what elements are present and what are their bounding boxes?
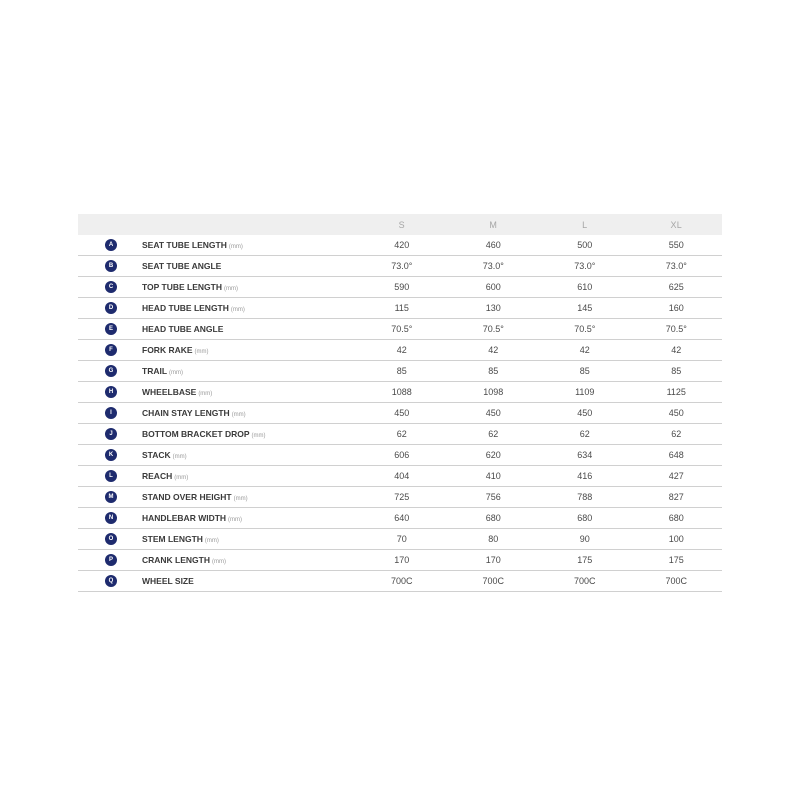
- table-row: [78, 298, 722, 319]
- value-cell-l: 634: [539, 445, 631, 466]
- value-cell-m: 756: [448, 487, 540, 508]
- measurement-label: REACH: [142, 471, 173, 481]
- measurement-letter-badge: E: [105, 323, 117, 335]
- value-cell-m: 42: [448, 340, 540, 361]
- header-row: [78, 214, 722, 235]
- measurement-unit: (mm): [172, 454, 187, 460]
- size-header-xl: XL: [670, 219, 683, 230]
- value-cell-m: 62: [448, 424, 540, 445]
- table-row: [78, 340, 722, 361]
- geometry-table: [78, 214, 722, 592]
- measurement-label: FORK RAKE: [142, 345, 193, 355]
- value-cell-xl: 160: [631, 298, 723, 319]
- measurement-label: CHAIN STAY LENGTH: [142, 408, 230, 418]
- measurement-label: SEAT TUBE LENGTH: [142, 240, 227, 250]
- value-cell-xl: 70.5°: [631, 319, 723, 340]
- table-row: [78, 277, 722, 298]
- measurement-letter-badge: L: [105, 470, 117, 482]
- table-row: [78, 529, 722, 550]
- value-cell-s: 1088: [356, 382, 448, 403]
- value-cell-m: 600: [448, 277, 540, 298]
- measurement-label-cell: [142, 529, 356, 550]
- measurement-label-cell: [142, 298, 356, 319]
- value-cell-xl: 62: [631, 424, 723, 445]
- value-cell-l: 90: [539, 529, 631, 550]
- value-cell-xl: 100: [631, 529, 723, 550]
- row-badge-cell: [78, 319, 142, 340]
- table-row: [78, 319, 722, 340]
- measurement-unit: (mm): [212, 559, 226, 565]
- table-row: [78, 508, 722, 529]
- table-row: [78, 403, 722, 424]
- measurement-label: STACK: [142, 450, 171, 460]
- value-cell-xl: 700C: [631, 571, 723, 592]
- row-badge-cell: [78, 487, 142, 508]
- measurement-label-cell: [142, 550, 356, 571]
- value-cell-s: 70: [356, 529, 448, 550]
- measurement-unit: (mm): [228, 517, 243, 523]
- table-row: [78, 487, 722, 508]
- value-cell-s: 85: [356, 361, 448, 382]
- measurement-unit: (mm): [204, 538, 219, 544]
- value-cell-xl: 827: [631, 487, 723, 508]
- measurement-unit: (mm): [194, 349, 209, 355]
- value-cell-m: 73.0°: [448, 256, 540, 277]
- measurement-label: BOTTOM BRACKET DROP: [142, 429, 250, 439]
- value-cell-s: 420: [356, 235, 448, 256]
- measurement-label: CRANK LENGTH: [142, 555, 210, 565]
- value-cell-m: 170: [448, 550, 540, 571]
- row-badge-cell: [78, 466, 142, 487]
- value-cell-xl: 73.0°: [631, 256, 723, 277]
- table-row: [78, 424, 722, 445]
- measurement-label-cell: [142, 571, 356, 592]
- measurement-label: HANDLEBAR WIDTH: [142, 513, 227, 523]
- row-badge-cell: [78, 340, 142, 361]
- value-cell-xl: 85: [631, 361, 723, 382]
- measurement-label-cell: [142, 340, 356, 361]
- row-badge-cell: [78, 256, 142, 277]
- row-badge-cell: [78, 298, 142, 319]
- size-header-l: L: [582, 219, 588, 230]
- value-cell-xl: 42: [631, 340, 723, 361]
- measurement-label: STEM LENGTH: [142, 534, 203, 544]
- measurement-unit: (mm): [228, 244, 243, 250]
- table-row: [78, 361, 722, 382]
- value-cell-l: 788: [539, 487, 631, 508]
- value-cell-xl: 175: [631, 550, 723, 571]
- value-cell-l: 42: [539, 340, 631, 361]
- value-cell-s: 590: [356, 277, 448, 298]
- measurement-label-cell: [142, 466, 356, 487]
- measurement-letter-badge: O: [105, 533, 117, 545]
- table-row: [78, 382, 722, 403]
- value-cell-s: 62: [356, 424, 448, 445]
- measurement-unit: (mm): [251, 433, 266, 439]
- value-cell-xl: 550: [631, 235, 723, 256]
- row-badge-cell: [78, 445, 142, 466]
- measurement-label-cell: [142, 424, 356, 445]
- value-cell-xl: 1125: [631, 382, 723, 403]
- measurement-label: WHEEL SIZE: [142, 576, 194, 586]
- measurement-letter-badge: F: [105, 344, 117, 356]
- measurement-letter-badge: C: [105, 281, 117, 293]
- measurement-label-cell: [142, 361, 356, 382]
- row-badge-cell: [78, 235, 142, 256]
- row-badge-cell: [78, 403, 142, 424]
- measurement-label-cell: [142, 445, 356, 466]
- measurement-unit: (mm): [233, 496, 248, 502]
- measurement-letter-badge: H: [105, 386, 117, 398]
- value-cell-l: 1109: [539, 382, 631, 403]
- measurement-letter-badge: Q: [105, 575, 117, 587]
- value-cell-m: 460: [448, 235, 540, 256]
- table-row: [78, 445, 722, 466]
- measurement-unit: (mm): [231, 412, 246, 418]
- value-cell-s: 70.5°: [356, 319, 448, 340]
- value-cell-m: 80: [448, 529, 540, 550]
- measurement-letter-badge: D: [105, 302, 117, 314]
- value-cell-s: 640: [356, 508, 448, 529]
- row-badge-cell: [78, 277, 142, 298]
- measurement-label-cell: [142, 508, 356, 529]
- value-cell-m: 620: [448, 445, 540, 466]
- table-row: [78, 571, 722, 592]
- value-cell-xl: 450: [631, 403, 723, 424]
- measurement-label-cell: [142, 319, 356, 340]
- row-badge-cell: [78, 550, 142, 571]
- measurement-unit: (mm): [174, 475, 189, 481]
- value-cell-m: 85: [448, 361, 540, 382]
- value-cell-l: 680: [539, 508, 631, 529]
- measurement-label: SEAT TUBE ANGLE: [142, 261, 222, 271]
- value-cell-xl: 625: [631, 277, 723, 298]
- table-row: [78, 550, 722, 571]
- header-label-cell: [142, 214, 356, 235]
- value-cell-l: 145: [539, 298, 631, 319]
- value-cell-m: 680: [448, 508, 540, 529]
- value-cell-s: 170: [356, 550, 448, 571]
- value-cell-l: 62: [539, 424, 631, 445]
- value-cell-s: 450: [356, 403, 448, 424]
- value-cell-l: 175: [539, 550, 631, 571]
- measurement-letter-badge: B: [105, 260, 117, 272]
- measurement-letter-badge: J: [105, 428, 117, 440]
- measurement-label: TRAIL: [142, 366, 168, 376]
- value-cell-xl: 680: [631, 508, 723, 529]
- value-cell-m: 450: [448, 403, 540, 424]
- measurement-label-cell: [142, 235, 356, 256]
- measurement-letter-badge: G: [105, 365, 117, 377]
- size-header-s: S: [398, 219, 405, 230]
- table-row: [78, 256, 722, 277]
- value-cell-l: 700C: [539, 571, 631, 592]
- row-badge-cell: [78, 529, 142, 550]
- value-cell-l: 70.5°: [539, 319, 631, 340]
- measurement-letter-badge: A: [105, 239, 117, 251]
- measurement-unit: (mm): [223, 286, 238, 292]
- table-row: [78, 235, 722, 256]
- size-header-m: M: [489, 219, 498, 230]
- geometry-table-header: [78, 214, 722, 235]
- value-cell-s: 606: [356, 445, 448, 466]
- row-badge-cell: [78, 382, 142, 403]
- measurement-label: WHEELBASE: [142, 387, 197, 397]
- value-cell-m: 700C: [448, 571, 540, 592]
- value-cell-l: 85: [539, 361, 631, 382]
- measurement-letter-badge: P: [105, 554, 117, 566]
- measurement-unit: (mm): [230, 307, 245, 313]
- value-cell-m: 1098: [448, 382, 540, 403]
- value-cell-xl: 648: [631, 445, 723, 466]
- value-cell-s: 725: [356, 487, 448, 508]
- row-badge-cell: [78, 508, 142, 529]
- measurement-label-cell: [142, 382, 356, 403]
- measurement-letter-badge: M: [105, 491, 117, 503]
- table-row: [78, 466, 722, 487]
- value-cell-xl: 427: [631, 466, 723, 487]
- geometry-table-body: [78, 235, 722, 592]
- measurement-unit: (mm): [169, 370, 184, 376]
- measurement-label: HEAD TUBE ANGLE: [142, 324, 224, 334]
- measurement-label: STAND OVER HEIGHT: [142, 492, 232, 502]
- value-cell-l: 73.0°: [539, 256, 631, 277]
- value-cell-s: 700C: [356, 571, 448, 592]
- measurement-label-cell: [142, 403, 356, 424]
- value-cell-l: 610: [539, 277, 631, 298]
- row-badge-cell: [78, 571, 142, 592]
- value-cell-m: 130: [448, 298, 540, 319]
- header-badge-cell: [78, 214, 142, 235]
- value-cell-s: 73.0°: [356, 256, 448, 277]
- value-cell-l: 500: [539, 235, 631, 256]
- value-cell-s: 115: [356, 298, 448, 319]
- row-badge-cell: [78, 424, 142, 445]
- measurement-letter-badge: I: [105, 407, 117, 419]
- measurement-label: HEAD TUBE LENGTH: [142, 303, 229, 313]
- value-cell-s: 42: [356, 340, 448, 361]
- measurement-label-cell: [142, 487, 356, 508]
- row-badge-cell: [78, 361, 142, 382]
- measurement-label: TOP TUBE LENGTH: [142, 282, 222, 292]
- measurement-label-cell: [142, 277, 356, 298]
- measurement-unit: (mm): [198, 391, 213, 397]
- value-cell-l: 450: [539, 403, 631, 424]
- measurement-label-cell: [142, 256, 356, 277]
- value-cell-l: 416: [539, 466, 631, 487]
- measurement-letter-badge: K: [105, 449, 117, 461]
- measurement-letter-badge: N: [105, 512, 117, 524]
- value-cell-s: 404: [356, 466, 448, 487]
- value-cell-m: 410: [448, 466, 540, 487]
- value-cell-m: 70.5°: [448, 319, 540, 340]
